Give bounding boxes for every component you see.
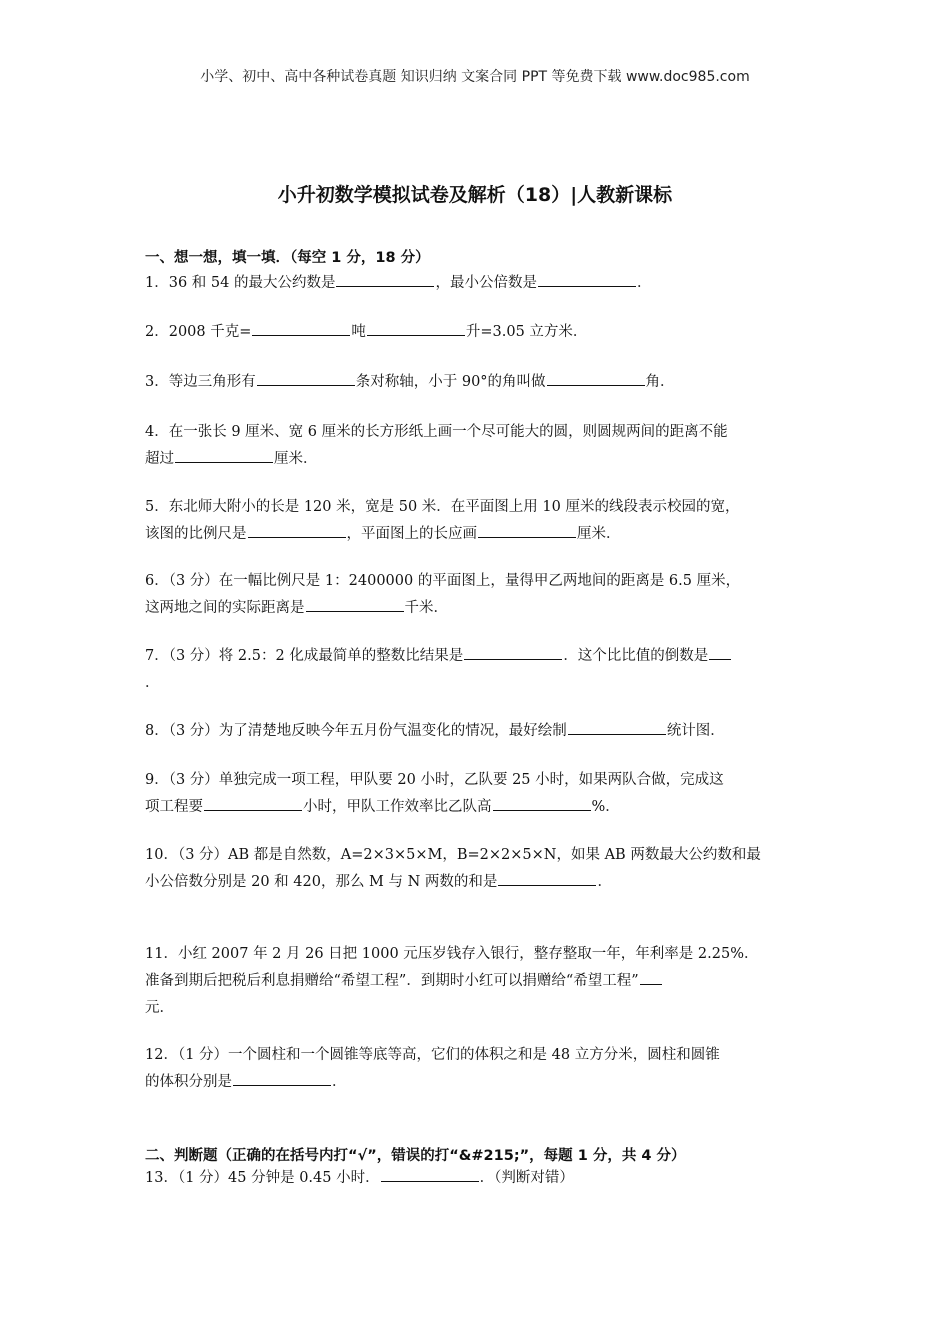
answer-blank[interactable] — [233, 1071, 331, 1086]
answer-blank[interactable] — [367, 321, 465, 336]
answer-blank[interactable] — [538, 272, 636, 287]
answer-blank[interactable] — [498, 871, 596, 886]
answer-blank[interactable] — [478, 523, 576, 538]
question-6: 6．（3 分）在一幅比例尺是 1：2400000 的平面图上，量得甲乙两地间的距离是 6.5 厘米， 这两地之间的实际距离是 千米． — [145, 573, 741, 616]
answer-blank[interactable] — [547, 371, 645, 386]
answer-blank[interactable] — [175, 448, 273, 463]
question-2: 2．2008 千克= 吨 升=3.05 立方米． — [145, 319, 810, 346]
question-10: 10．（3 分）AB 都是自然数，A=2×3×5×M，B=2×2×5×N，如果 AB 两数最大公约数和最 小公倍数分别是 20 和 420，那么 M 与 N 两数的和是 ． — [145, 847, 761, 890]
answer-blank[interactable] — [248, 523, 346, 538]
question-13: 13．（1 分）45 分钟是 0.45 小时． ．（判断对错） — [145, 1165, 810, 1192]
section-2-heading: 二、判断题（正确的在括号内打“√”，错误的打“&#215;”，每题 1 分，共 4 分） — [145, 1148, 686, 1164]
answer-blank[interactable] — [204, 796, 302, 811]
question-1: 1．36 和 54 的最大公约数是 ，最小公倍数是 ． — [145, 270, 810, 297]
question-3: 3．等边三角形有 条对称轴，小于 90°的角叫做 角． — [145, 369, 810, 396]
answer-blank[interactable] — [336, 272, 434, 287]
page-header: 小学、初中、高中各种试卷真题 知识归纳 文案合同 PPT 等免费下载 www.doc985.com — [200, 69, 750, 85]
answer-blank[interactable] — [257, 371, 355, 386]
answer-blank[interactable] — [640, 970, 662, 985]
question-9: 9．（3 分）单独完成一项工程，甲队要 20 小时，乙队要 25 小时，如果两队合做，完成这 项工程要 小时，甲队工作效率比乙队高 %． — [145, 772, 724, 815]
answer-blank[interactable] — [464, 645, 562, 660]
page-title: 小升初数学模拟试卷及解析（18）|人教新课标 — [277, 184, 673, 206]
question-11: 11．小红 2007 年 2 月 26 日把 1000 元压岁钱存入银行，整存整取一年，年利率是 2.25%． 准备到期后把税后利息捐赠给“希望工程”．到期时小红可以捐赠给“希望工程” 元． — [145, 946, 759, 1016]
answer-blank[interactable] — [252, 321, 350, 336]
question-8: 8．（3 分）为了清楚地反映今年五月份气温变化的情况，最好绘制 统计图． — [145, 718, 810, 745]
answer-blank[interactable] — [381, 1167, 479, 1182]
answer-blank[interactable] — [568, 720, 666, 735]
question-12: 12．（1 分）一个圆柱和一个圆锥等底等高，它们的体积之和是 48 立方分米，圆柱和圆锥 的体积分别是 ． — [145, 1047, 720, 1090]
answer-blank[interactable] — [493, 796, 591, 811]
question-4: 4．在一张长 9 厘米、宽 6 厘米的长方形纸上画一个尽可能大的圆，则圆规两间的距离不能 超过 厘米． — [145, 424, 728, 467]
question-5: 5．东北师大附小的长是 120 米，宽是 50 米．在平面图上用 10 厘米的线段表示校园的宽， 该图的比例尺是 ，平面图上的长应画 厘米． — [145, 499, 740, 542]
question-7: 7．（3 分）将 2.5：2 化成最简单的整数比结果是 ．这个比比值的倒数是 ． — [145, 643, 810, 697]
answer-blank[interactable] — [709, 645, 731, 660]
section-1-heading: 一、想一想，填一填．（每空 1 分，18 分） — [145, 250, 430, 266]
answer-blank[interactable] — [306, 597, 404, 612]
